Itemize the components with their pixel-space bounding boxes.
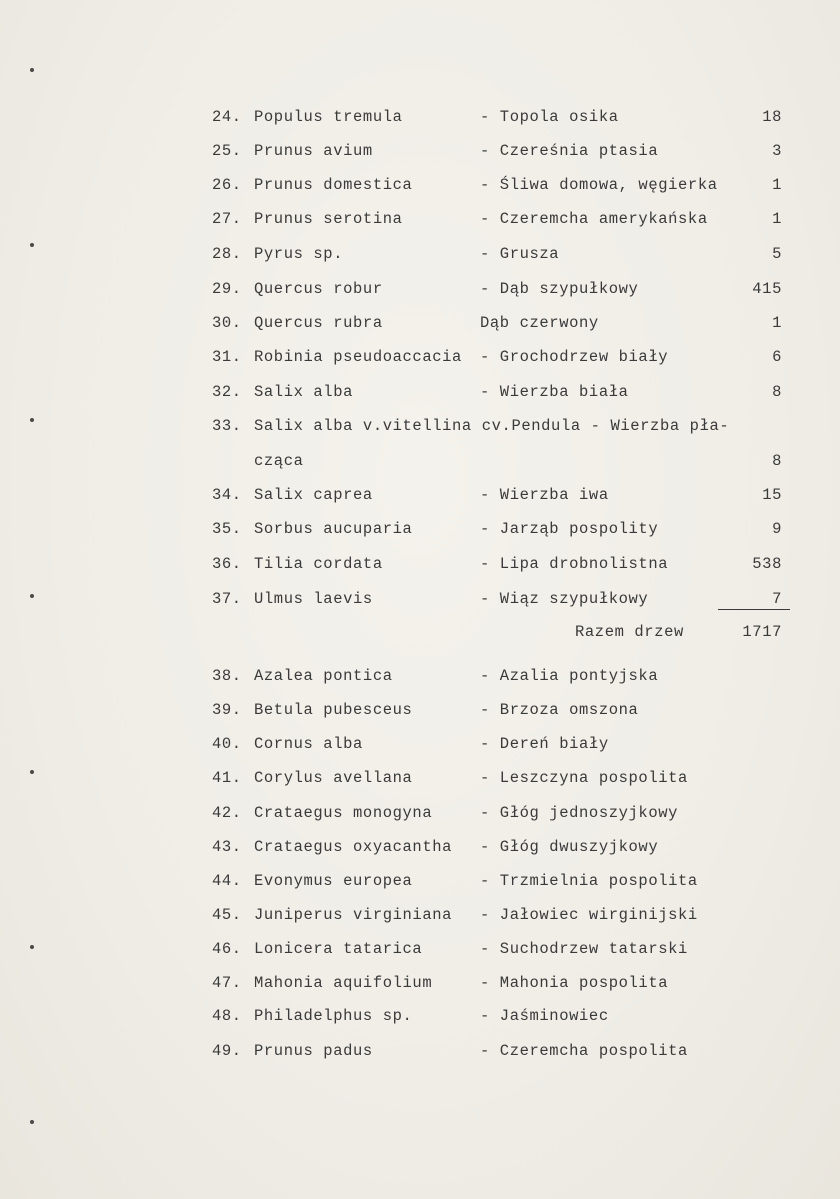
- polish-name: - Suchodrzew tatarski: [480, 940, 688, 958]
- entry-number: 38.: [212, 667, 242, 685]
- entry-number: 44.: [212, 872, 242, 890]
- binder-hole: [30, 1120, 34, 1124]
- entry-number: 41.: [212, 769, 242, 787]
- polish-name: - Topola osika: [480, 108, 619, 126]
- list-item: [0, 589, 840, 609]
- latin-name: Cornus alba: [254, 735, 363, 753]
- entry-number: 37.: [212, 590, 242, 608]
- entry-number: 43.: [212, 838, 242, 856]
- entry-number: 36.: [212, 555, 242, 573]
- polish-name: - Wierzba biała: [480, 383, 629, 401]
- tree-count: 7: [772, 590, 782, 608]
- list-item: [0, 244, 840, 264]
- polish-name: - Czeremcha amerykańska: [480, 210, 708, 228]
- latin-name: Crataegus monogyna: [254, 804, 433, 822]
- tree-count: 1: [772, 210, 782, 228]
- polish-name: - Czereśnia ptasia: [480, 142, 659, 160]
- tree-count: 8: [772, 383, 782, 401]
- entry-number: 31.: [212, 348, 242, 366]
- latin-name: Betula pubesceus: [254, 701, 413, 719]
- entry-number: 48.: [212, 1007, 242, 1025]
- tree-count: 538: [752, 555, 782, 573]
- list-item: [0, 871, 840, 891]
- list-item: [0, 1006, 840, 1026]
- list-item: [0, 666, 840, 686]
- latin-name: Salix caprea: [254, 486, 373, 504]
- entry-number: 28.: [212, 245, 242, 263]
- entry-number: 45.: [212, 906, 242, 924]
- polish-name: - Lipa drobnolistna: [480, 555, 669, 573]
- latin-name: Corylus avellana: [254, 769, 413, 787]
- entry-number: 29.: [212, 280, 242, 298]
- polish-name: - Jarząb pospolity: [480, 520, 659, 538]
- polish-name: Dąb czerwony: [480, 314, 599, 332]
- latin-name: Crataegus oxyacantha: [254, 838, 453, 856]
- entry-number: 39.: [212, 701, 242, 719]
- entry-number: 27.: [212, 210, 242, 228]
- list-item: [0, 973, 840, 993]
- entry-text-line-2: cząca: [254, 452, 304, 470]
- polish-name: - Wierzba iwa: [480, 486, 609, 504]
- latin-name: Pyrus sp.: [254, 245, 344, 263]
- list-item: [0, 837, 840, 857]
- entry-text-line-1: Salix alba v.vitellina cv.Pendula - Wierzba pła-: [254, 417, 730, 435]
- entry-number: 46.: [212, 940, 242, 958]
- total-value: 1717: [742, 623, 782, 641]
- polish-name: - Dąb szypułkowy: [480, 280, 639, 298]
- entry-number: 35.: [212, 520, 242, 538]
- latin-name: Prunus serotina: [254, 210, 403, 228]
- polish-name: - Głóg dwuszyjkowy: [480, 838, 659, 856]
- latin-name: Robinia pseudoaccacia: [254, 348, 462, 366]
- tree-count: 415: [752, 280, 782, 298]
- latin-name: Mahonia aquifolium: [254, 974, 433, 992]
- tree-count: 3: [772, 142, 782, 160]
- list-item: [0, 209, 840, 229]
- total-label: Razem drzew: [575, 623, 684, 641]
- list-item: [0, 175, 840, 195]
- polish-name: - Azalia pontyjska: [480, 667, 659, 685]
- polish-name: - Grusza: [480, 245, 560, 263]
- polish-name: - Mahonia pospolita: [480, 974, 669, 992]
- entry-number: 30.: [212, 314, 242, 332]
- latin-name: Azalea pontica: [254, 667, 393, 685]
- latin-name: Quercus rubra: [254, 314, 383, 332]
- tree-count: 9: [772, 520, 782, 538]
- list-item: [0, 803, 840, 823]
- entry-number: 25.: [212, 142, 242, 160]
- list-item: [0, 1041, 840, 1061]
- tree-count: 5: [772, 245, 782, 263]
- entry-number: 33.: [212, 417, 242, 435]
- latin-name: Salix alba: [254, 383, 354, 401]
- polish-name: - Czeremcha pospolita: [480, 1042, 688, 1060]
- latin-name: Prunus domestica: [254, 176, 413, 194]
- latin-name: Populus tremula: [254, 108, 403, 126]
- list-item: [0, 700, 840, 720]
- latin-name: Prunus padus: [254, 1042, 373, 1060]
- list-item: [0, 554, 840, 574]
- entry-number: 40.: [212, 735, 242, 753]
- list-item: [0, 313, 840, 333]
- polish-name: - Wiąz szypułkowy: [480, 590, 649, 608]
- entry-number: 26.: [212, 176, 242, 194]
- list-item: [0, 279, 840, 299]
- polish-name: - Brzoza omszona: [480, 701, 639, 719]
- polish-name: - Jaśminowiec: [480, 1007, 609, 1025]
- list-item: [0, 768, 840, 788]
- list-item: [0, 485, 840, 505]
- list-item: [0, 347, 840, 367]
- tree-count: 15: [762, 486, 782, 504]
- entry-number: 49.: [212, 1042, 242, 1060]
- latin-name: Ulmus laevis: [254, 590, 373, 608]
- latin-name: Sorbus aucuparia: [254, 520, 413, 538]
- entry-number: 32.: [212, 383, 242, 401]
- polish-name: - Grochodrzew biały: [480, 348, 669, 366]
- total-row: [0, 622, 840, 642]
- entry-number: 34.: [212, 486, 242, 504]
- tree-count: 18: [762, 108, 782, 126]
- tree-count: 1: [772, 314, 782, 332]
- list-item: [0, 382, 840, 402]
- polish-name: - Trzmielnia pospolita: [480, 872, 698, 890]
- sum-underline: [718, 609, 790, 610]
- tree-count: 1: [772, 176, 782, 194]
- list-item: [0, 141, 840, 161]
- entry-number: 24.: [212, 108, 242, 126]
- tree-count: 6: [772, 348, 782, 366]
- polish-name: - Jałowiec wirginijski: [480, 906, 698, 924]
- list-item: [0, 939, 840, 959]
- list-item: [0, 734, 840, 754]
- polish-name: - Leszczyna pospolita: [480, 769, 688, 787]
- entry-number: 42.: [212, 804, 242, 822]
- latin-name: Philadelphus sp.: [254, 1007, 413, 1025]
- list-item: [0, 416, 840, 436]
- list-item: [0, 905, 840, 925]
- polish-name: - Głóg jednoszyjkowy: [480, 804, 679, 822]
- polish-name: - Dereń biały: [480, 735, 609, 753]
- latin-name: Juniperus virginiana: [254, 906, 453, 924]
- polish-name: - Śliwa domowa, węgierka: [480, 176, 718, 194]
- latin-name: Lonicera tatarica: [254, 940, 423, 958]
- entry-number: 47.: [212, 974, 242, 992]
- latin-name: Evonymus europea: [254, 872, 413, 890]
- tree-count: 8: [772, 452, 782, 470]
- latin-name: Quercus robur: [254, 280, 383, 298]
- list-item-continuation: [0, 451, 840, 471]
- latin-name: Tilia cordata: [254, 555, 383, 573]
- latin-name: Prunus avium: [254, 142, 373, 160]
- list-item: [0, 519, 840, 539]
- list-item: [0, 107, 840, 127]
- binder-hole: [30, 68, 34, 72]
